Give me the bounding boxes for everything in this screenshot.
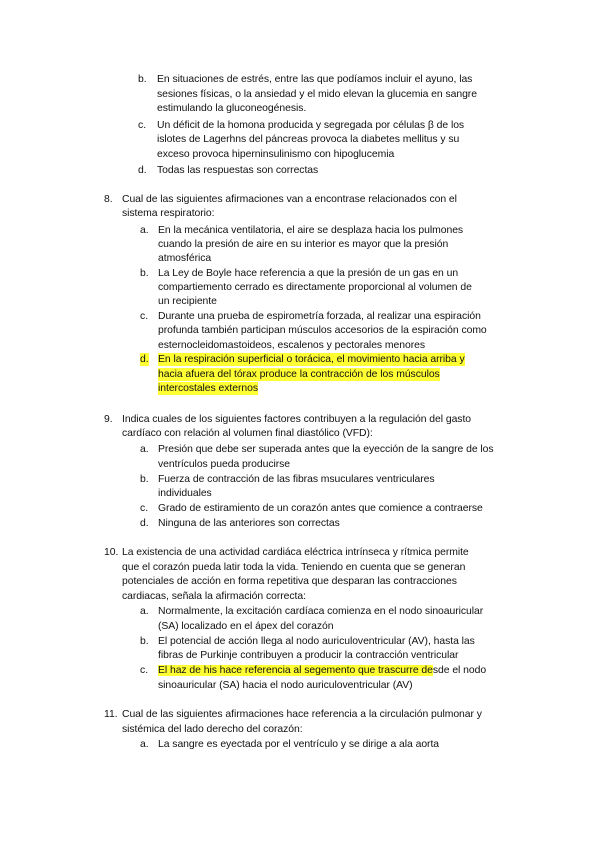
q9-option-a-marker: a. xyxy=(140,444,149,455)
q11-option-a-marker: a. xyxy=(140,739,149,750)
q7-option-d-marker: d. xyxy=(138,165,147,176)
q10-question-line-1: La existencia de una actividad cardiáca eléctrica intrínseca y rítmica permite xyxy=(122,547,469,558)
q9-question-line-1: Indica cuales de los siguientes factores contribuyen a la regulación del gasto xyxy=(122,414,472,425)
q7-option-c-line-1: Un déficit de la homona producida y segregada por células β de los xyxy=(157,120,465,131)
q7-option-b-marker: b. xyxy=(138,74,147,85)
q10-option-b-line-2: fibras de Purkinje contribuyen a producir la contracción ventricular xyxy=(158,650,459,661)
q8-option-a-marker: a. xyxy=(140,225,149,236)
q9-number: 9. xyxy=(104,414,113,425)
q9-option-d-line-1: Ninguna de las anteriores son correctas xyxy=(158,518,340,529)
q8-option-b-line-3: un recipiente xyxy=(158,296,217,307)
q10-number: 10. xyxy=(104,547,119,558)
q10-option-c-highlighted-text: El haz de his hace referencia al segemento que trascurre de xyxy=(158,665,433,676)
q8-option-a-line-3: atmosférica xyxy=(158,253,212,264)
q8-option-d-line-1: En la respiración superficial o torácica, el movimiento hacia arriba y xyxy=(158,354,465,365)
q8-option-b-marker: b. xyxy=(140,268,149,279)
q10-option-a-marker: a. xyxy=(140,606,149,617)
q9-option-c-line-1: Grado de estiramiento de un corazón antes que comience a contraerse xyxy=(158,503,483,514)
q9-option-d-marker: d. xyxy=(140,518,149,529)
q8-option-c-marker: c. xyxy=(140,311,149,322)
q10-option-b-marker: b. xyxy=(140,636,149,647)
q8-option-d-line-3: intercostales externos xyxy=(158,383,258,394)
q8-question-line-2: sistema respiratorio: xyxy=(122,208,215,219)
q10-option-c-line-1 xyxy=(158,664,486,677)
q8-option-c-line-1: Durante una prueba de espirometría forzada, al realizar una espiración xyxy=(158,311,481,322)
q8-option-b-line-2: compartiemento cerrado es directamente proporcional al volumen de xyxy=(158,282,472,293)
q11-number: 11. xyxy=(104,709,118,720)
q8-number: 8. xyxy=(104,194,113,205)
q8-question-line-1: Cual de las siguientes afirmaciones van a encontrase relacionados con el xyxy=(122,194,457,205)
q7-option-d-line-1: Todas las respuestas son correctas xyxy=(157,165,319,176)
q9-option-c-marker: c. xyxy=(140,503,149,514)
q10-question-line-4: cardiacas, señala la afirmación correcta: xyxy=(122,591,306,602)
q8-option-a-line-2: cuando la presión de aire en su interior es mayor que la presión xyxy=(158,239,449,250)
q7-option-b-line-2: sesiones físicas, o la ansiedad y el mido elevan la glucemia en sangre xyxy=(157,89,477,100)
q10-option-a-line-1: Normalmente, la excitación cardíaca comienza en el nodo sinoauricular xyxy=(158,606,484,617)
q10-option-a-line-2: (SA) localizado en el ápex del corazón xyxy=(158,621,334,632)
q10-question-line-2: que el corazón pueda latir toda la vida. Teniendo en cuenta que se generan xyxy=(122,562,466,573)
q11-question-line-2: sistémica del lado derecho del corazón: xyxy=(122,724,303,735)
q9-question-line-2: cardíaco con relación al volumen final diastólico (VFD): xyxy=(122,428,373,439)
q11-question-line-1: Cual de las siguientes afirmaciones hace referencia a la circulación pulmonar y xyxy=(122,709,482,720)
q10-question-line-3: potenciales de acción en forma repetitiva que desparan las contracciones xyxy=(122,576,457,587)
q8-option-d-marker: d. xyxy=(140,354,149,365)
q8-option-d-line-2: hacia afuera del tórax produce la contracción de los músculos xyxy=(158,369,440,380)
q9-option-b-line-2: individuales xyxy=(158,488,212,499)
q9-option-b-marker: b. xyxy=(140,474,149,485)
q7-option-b-line-3: estimulando la gluconeogénesis. xyxy=(157,103,307,114)
q7-option-c-line-2: islotes de Lagerhns del páncreas provoca la diabetes mellitus y su xyxy=(157,134,460,145)
q7-option-b-line-1: En situaciones de estrés, entre las que podíamos incluir el ayuno, las xyxy=(157,74,473,85)
q9-option-a-line-2: ventrículos pueda producirse xyxy=(158,459,291,470)
q7-option-c-line-3: exceso provoca hiperninsulinismo con hipoglucemia xyxy=(157,149,395,160)
q8-option-c-line-3: esternocleidomastoideos, escalenos y pectorales menores xyxy=(158,340,425,351)
q9-option-a-line-1: Presión que debe ser superada antes que la eyección de la sangre de los xyxy=(158,444,494,455)
q10-option-c-line-2: sinoauricular (SA) hacia el nodo auriculoventricular (AV) xyxy=(158,680,413,691)
q8-option-a-line-1: En la mecánica ventilatoria, el aire se desplaza hacia los pulmones xyxy=(158,225,464,236)
q10-option-c-rest-text: sde el nodo xyxy=(432,665,487,676)
q10-option-c-marker: c. xyxy=(140,665,149,676)
q8-option-b-line-1: La Ley de Boyle hace referencia a que la presión de un gas en un xyxy=(158,268,459,279)
q8-option-c-line-2: profunda también participan músculos accesorios de la espiración como xyxy=(158,325,487,336)
q9-option-b-line-1: Fuerza de contracción de las fibras msuculares ventriculares xyxy=(158,474,435,485)
q10-option-b-line-1: El potencial de acción llega al nodo auriculoventricular (AV), hasta las xyxy=(158,636,475,647)
q7-option-c-marker: c. xyxy=(138,120,147,131)
q11-option-a-line-1: La sangre es eyectada por el ventrículo y se dirige a ala aorta xyxy=(158,739,440,750)
